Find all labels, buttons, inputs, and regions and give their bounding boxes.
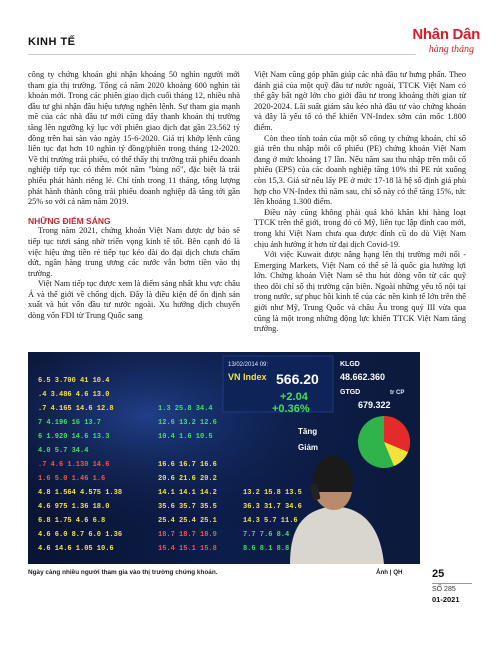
paragraph: công ty chứng khoán ghi nhận khoảng 50 nghìn người mới tham gia thị trường. Tổng cả năm 2020 khoảng 600 nghìn tài khoản mới. Trong các phiên giao dịch cuối tháng 12, nhiều nhà đầu tư ghi nhận đầu hiệu tượng nghẽn lệnh. Sự tham gia mạnh mẽ của các nhà đầu tư mới cũng đẩy thanh khoản thị trường tăng lên ngưỡng kỷ lục với phiên giao dịch đạt gần 23.562 tỷ đồng trên hai sàn vào ngày 15-6-2020. Giá trị khớp lệnh cũng liên tục đạt hơn 10 nghìn tỷ đồng/phiên trong tháng 12-2020. Về thị trường trái phiếu, có thể thấy thị trường trái phiếu doanh nghiệp tiếp tục có thêm một năm "bùng nổ", đặc biệt là trái phiếu phát hành riêng lẻ. Chỉ tính trong 11 tháng, tổng lượng phát hành thành công trái phiếu doanh nghiệp đã tăng tới gần 25% so với cả năm năm 2019. <box>28 70 240 207</box>
logo-sub: hàng tháng <box>428 44 474 55</box>
svg-text:16.6 16.7 16.6: 16.6 16.7 16.6 <box>158 461 217 469</box>
index-display <box>223 356 333 415</box>
volume-1: 48.662.360 <box>340 372 386 382</box>
index-change-pct: +0.36% <box>272 403 310 415</box>
svg-text:14.1 14.1 14.2: 14.1 14.1 14.2 <box>158 489 217 497</box>
right-column <box>254 70 466 335</box>
pie-chart <box>358 416 410 468</box>
giam-label: Giảm <box>298 443 319 452</box>
photo-credit: Ảnh | QH <box>376 569 403 576</box>
svg-text:8.6 8.1 8.8: 8.6 8.1 8.8 <box>243 545 290 553</box>
gd-label: GTGD <box>340 389 361 396</box>
stock-board-photo <box>28 352 420 564</box>
paragraph: Việt Nam cũng góp phần giúp các nhà đầu tư hưng phấn. Theo đánh giá của một quỹ đầu tư nước ngoài, TTCK Việt Nam có thể gây bất ngờ lớn cho giới đầu tư trong khoảng thời gian từ 2020-2024. Lãi suất giảm sâu kéo nhà đầu tư vào chứng khoán và đây là yếu tố có thể khiến VN-Index sớm cán mốc 1.800 điểm. <box>254 70 466 132</box>
index-value: 566.20 <box>276 371 319 387</box>
index-change: +2.04 <box>280 391 308 403</box>
volume-2: 679.322 <box>358 400 391 410</box>
tang-label: Tăng <box>298 427 318 436</box>
svg-text:15.4 15.1 15.8: 15.4 15.1 15.8 <box>158 545 217 553</box>
issue-date: 01-2021 <box>432 595 460 604</box>
svg-text:4.0 5.7 34.4: 4.0 5.7 34.4 <box>38 447 89 455</box>
footer-divider <box>432 583 472 584</box>
paragraph: Điều này cũng không phải quá khó khăn khi hàng loạt TTCK trên thế giới, trong đó có Mỹ, liên tục lập đỉnh cao mới, trong khi Việt Nam chưa qua được đỉnh cũ do dù Việt Nam chịu ảnh hưởng ít hơn từ đại dịch Covid-19. <box>254 207 466 249</box>
publication-logo <box>410 26 480 60</box>
svg-text:4.6 975 1.36 18.0: 4.6 975 1.36 18.0 <box>38 503 110 511</box>
svg-text:35.6 35.7 35.5: 35.6 35.7 35.5 <box>158 503 217 511</box>
svg-text:.7 4.165 14.6 12.8: .7 4.165 14.6 12.8 <box>38 405 114 413</box>
svg-text:6.5 3.700 41 10.4: 6.5 3.700 41 10.4 <box>38 377 110 385</box>
svg-text:4.8 1.564 4.575 1.38: 4.8 1.564 4.575 1.38 <box>38 489 123 497</box>
section-subheading: NHỮNG ĐIỂM SÁNG <box>28 215 111 226</box>
paragraph: Việt Nam tiếp tục được xem là điểm sáng nhất khu vực châu Á và thế giới về chống dịch. Đây là điều kiện để ổn định sản xuất và hút vốn đầu tư nước ngoài. Xu hướng dịch chuyển dòng vốn FDI từ Trung Quốc sang <box>28 279 240 321</box>
svg-text:.7 4.6 1.130 14.6: .7 4.6 1.130 14.6 <box>38 461 110 469</box>
svg-text:4.6 14.6 1.05 10.6: 4.6 14.6 1.05 10.6 <box>38 545 114 553</box>
index-label: VN Index <box>228 372 267 382</box>
svg-text:12.6 13.2 12.6: 12.6 13.2 12.6 <box>158 419 217 427</box>
svg-text:10.4 1.6 10.5: 10.4 1.6 10.5 <box>158 433 213 441</box>
paragraph: Với việc Kuwait được nâng hạng lên thị trường mới nổi - Emerging Markets, Việt Nam có thể sẽ là quốc gia hưởng lợi lớn. Chứng khoán Việt Nam sẽ thu hút dòng vốn từ các quỹ theo dõi chỉ số thị trường cận biên. Ngoài những yếu tố nội tại trong nước, sự phục hồi kinh tế của các nền kinh tế lớn trên thế giới như Mỹ, Trung Quốc và châu Âu trong quý III vừa qua cũng là một trong những động lực khiến TTCK Việt Nam tăng trưởng. <box>254 250 466 334</box>
svg-text:4.6 6.0 8.7 6.0 1.36: 4.6 6.0 8.7 6.0 1.36 <box>38 531 123 539</box>
paragraph: Còn theo tính toán của một số công ty chứng khoán, chỉ số giá trên thu nhập mỗi cổ phiếu (PE) chứng khoán Việt Nam đang ở mức khoảng 17 lần. Nếu năm sau thu nhập trên mỗi cổ phiếu (EPS) của các doanh nghiệp tăng 10% thì PE rút xuống còn 15,3. Giả sử nếu lấy PE ở mức 17-18 là hệ số định giá phù hợp cho VN-Index thì năm sau, chỉ số này có thể tăng 15%, tức lên khoảng 1.300 điểm. <box>254 133 466 207</box>
svg-text:6.8 1.75 4.6 6.8: 6.8 1.75 4.6 6.8 <box>38 517 106 525</box>
header-divider <box>28 54 416 55</box>
kl-label: KLGD <box>340 361 360 368</box>
svg-text:7 4.196 16 13.7: 7 4.196 16 13.7 <box>38 419 102 427</box>
tr-label: tr CP <box>390 390 405 396</box>
svg-text:.4 3.486 4.6 13.0: .4 3.486 4.6 13.0 <box>38 391 110 399</box>
photo-caption: Ngày càng nhiều người tham gia vào thị trường chứng khoán. <box>28 569 218 576</box>
stock-board-illustration <box>28 352 420 564</box>
page-number: 25 <box>432 568 445 580</box>
svg-text:1.6 5.0 1.46 1.6: 1.6 5.0 1.46 1.6 <box>38 475 106 483</box>
ticker-date: 13/02/2014 09: <box>228 362 269 368</box>
svg-text:14.3 5.7 11.6: 14.3 5.7 11.6 <box>243 517 298 525</box>
page-header <box>0 0 500 60</box>
svg-text:6 1.920 14.6 13.3: 6 1.920 14.6 13.3 <box>38 433 110 441</box>
svg-text:18.7 18.7 18.9: 18.7 18.7 18.9 <box>158 531 217 539</box>
left-column <box>28 70 240 322</box>
svg-text:13.2 15.8 13.5: 13.2 15.8 13.5 <box>243 489 302 497</box>
issue-number: SỐ 285 <box>432 586 456 593</box>
svg-text:25.4 25.4 25.1: 25.4 25.4 25.1 <box>158 517 217 525</box>
svg-text:1.3 25.8 34.4: 1.3 25.8 34.4 <box>158 405 213 413</box>
svg-text:36.3 31.7 34.6: 36.3 31.7 34.6 <box>243 503 302 511</box>
svg-text:20.6 21.6 20.2: 20.6 21.6 20.2 <box>158 475 217 483</box>
section-label: KINH TẾ <box>28 36 76 48</box>
paragraph: Trong năm 2021, chứng khoán Việt Nam được dự báo sẽ tiếp tục tươi sáng nhờ triển vọng kinh tế tốt. Bên cạnh đó là việc hiệu ứng tiền rẻ tiếp tục kéo dài do đại dịch chưa chấm dứt, ngân hàng trung ương các nước vẫn bơm tiền vào thị trường. <box>28 226 240 278</box>
logo-main: Nhân Dân <box>412 26 480 43</box>
svg-text:7.7 7.6 8.4: 7.7 7.6 8.4 <box>243 531 290 539</box>
